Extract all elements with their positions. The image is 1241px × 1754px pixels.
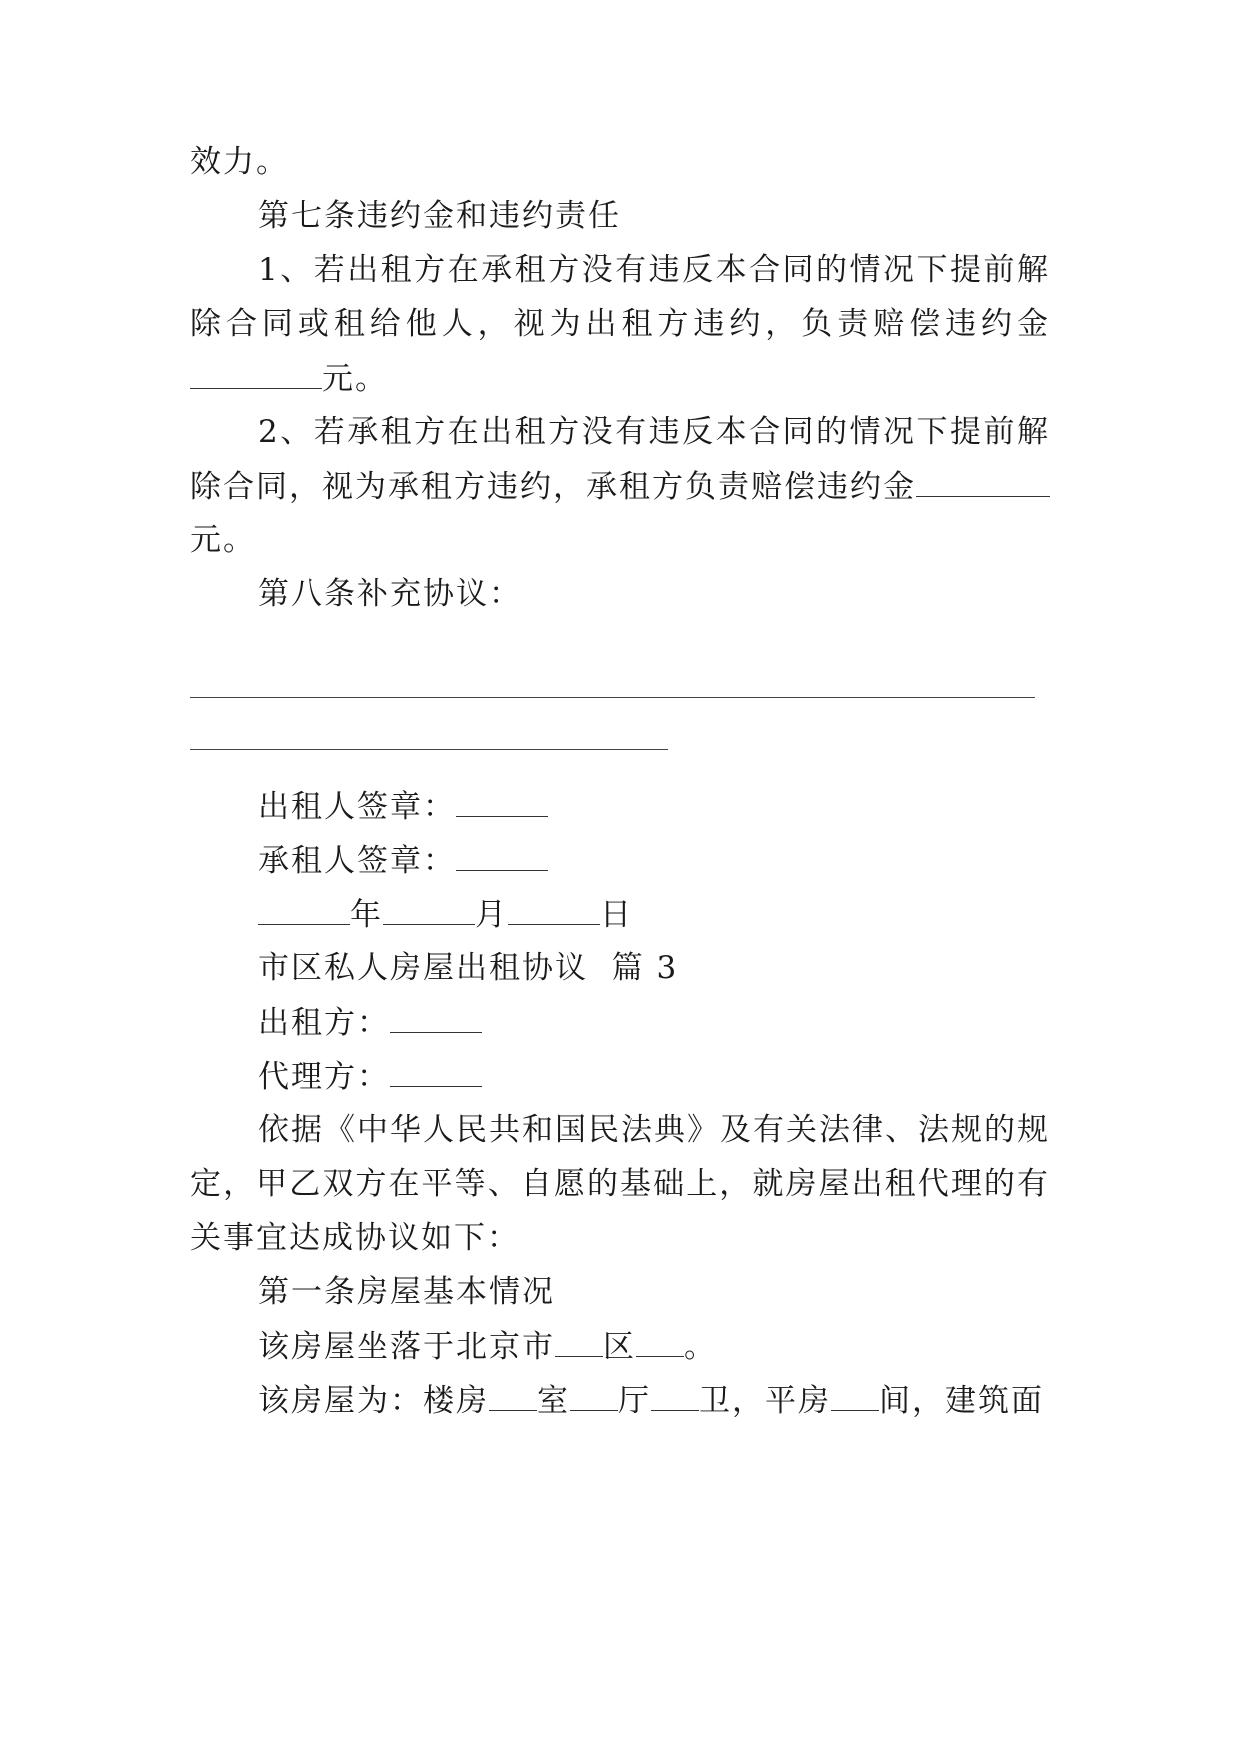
lessee-signature-row (258, 840, 548, 881)
bungalow-count-blank (831, 1380, 879, 1411)
address-blank (636, 1326, 684, 1357)
lessor-row (258, 1002, 482, 1043)
house-type-row (258, 1380, 1044, 1421)
agent-label: 代理方： (258, 1059, 390, 1095)
room-count-blank (489, 1380, 537, 1411)
type-hall-label: 厅 (618, 1383, 651, 1419)
clause1-line3 (190, 358, 388, 399)
lessor-signature-row (258, 786, 548, 827)
date-row (258, 894, 633, 935)
supplement-blank-line-1 (190, 697, 1035, 698)
lessee-signature-blank (456, 840, 548, 871)
clause1-line3-suffix: 元。 (322, 361, 388, 397)
location-district-label: 区 (603, 1329, 636, 1365)
clause1-line1: 1、若出租方在承租方没有违反本合同的情况下提前解 (258, 252, 1048, 288)
intro-line1: 依据《中华人民共和国民法典》及有关法律、法规的规 (258, 1112, 1048, 1148)
location-prefix: 该房屋坐落于北京市 (258, 1329, 555, 1365)
date-day-label: 日 (600, 897, 633, 933)
bath-count-blank (651, 1380, 699, 1411)
date-year-blank (258, 894, 350, 925)
date-month-label: 月 (475, 897, 508, 933)
lessor-label: 出租方： (258, 1005, 390, 1041)
article1-heading: 第一条房屋基本情况 (258, 1274, 555, 1310)
supplement-blank-line-2 (190, 749, 668, 750)
type-bath-label: 卫，平房 (699, 1383, 831, 1419)
date-year-label: 年 (350, 897, 383, 933)
article8-heading: 第八条补充协议： (258, 576, 522, 612)
article7-heading: 第七条违约金和违约责任 (258, 198, 621, 234)
clause2-line2: 除合同，视为承租方违约，承租方负责赔偿违约金 (190, 469, 916, 505)
district-blank (555, 1326, 603, 1357)
clause1-line2: 除合同或租给他人，视为出租方违约，负责赔偿违约金 (190, 306, 1048, 342)
hall-count-blank (570, 1380, 618, 1411)
type-rooms-suffix: 间，建筑面 (879, 1383, 1044, 1419)
lessor-signature-blank (456, 786, 548, 817)
agent-row (258, 1056, 482, 1097)
section-title: 市区私人房屋出租协议 篇 3 (258, 950, 679, 986)
penalty-amount-blank-1 (190, 358, 322, 389)
intro-line2: 定，甲乙双方在平等、自愿的基础上，就房屋出租代理的有 (190, 1166, 1048, 1202)
location-suffix: 。 (684, 1329, 717, 1365)
clause2-line1: 2、若承租方在出租方没有违反本合同的情况下提前解 (258, 414, 1048, 450)
lessor-signature-label: 出租人签章： (258, 789, 456, 825)
clause2-line3: 元。 (190, 522, 256, 558)
location-row (258, 1326, 717, 1367)
clause2-line2-row (190, 466, 1050, 507)
date-day-blank (508, 894, 600, 925)
text-line-effect: 效力。 (190, 144, 289, 180)
type-prefix: 该房屋为：楼房 (258, 1383, 489, 1419)
agent-blank (390, 1056, 482, 1087)
penalty-amount-blank-2 (916, 466, 1050, 497)
intro-line3: 关事宜达成协议如下： (190, 1220, 520, 1256)
type-room-label: 室 (537, 1383, 570, 1419)
lessee-signature-label: 承租人签章： (258, 843, 456, 879)
lessor-blank (390, 1002, 482, 1033)
date-month-blank (383, 894, 475, 925)
